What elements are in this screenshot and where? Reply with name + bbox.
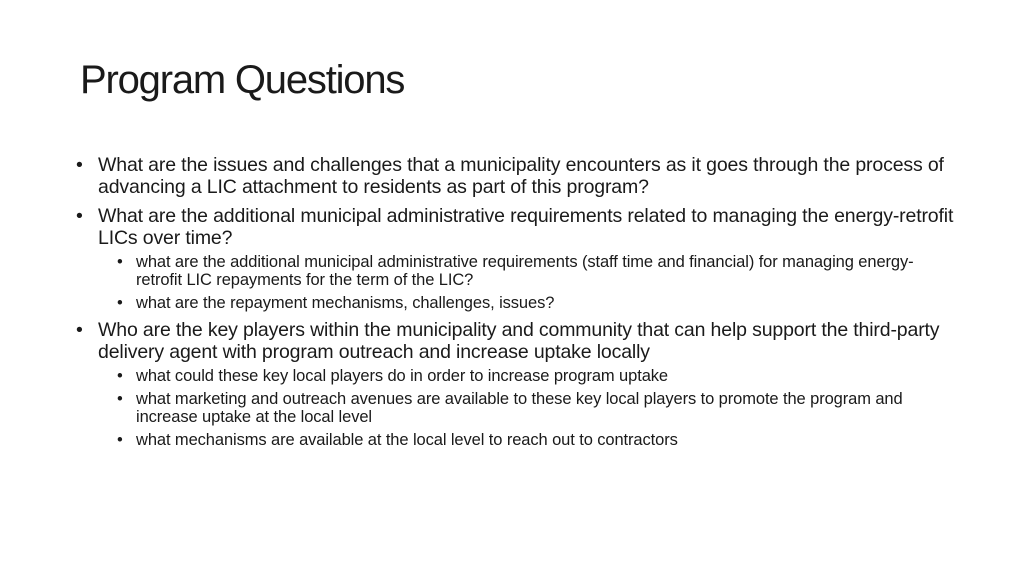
sub-bullet-icon: • <box>117 431 123 449</box>
bullet-icon: • <box>76 319 83 341</box>
sub-bullet-item <box>98 253 956 289</box>
slide-title: Program Questions <box>80 58 405 102</box>
bullet-text: What are the issues and challenges that a municipality encounters as it goes through the process of advancing a LIC attachment to residents as part of this program? <box>98 154 944 198</box>
sub-bullet-icon: • <box>117 367 123 385</box>
sub-bullet-icon: • <box>117 294 123 312</box>
bullet-item <box>76 154 956 198</box>
sub-bullet-item <box>98 367 956 385</box>
sub-bullet-text: what are the repayment mechanisms, challenges, issues? <box>136 294 555 312</box>
sub-bullet-text: what could these key local players do in order to increase program uptake <box>136 367 668 385</box>
bullet-icon: • <box>76 154 83 176</box>
bullet-list <box>76 154 956 456</box>
sub-bullet-item <box>98 431 956 449</box>
sub-bullet-text: what mechanisms are available at the local level to reach out to contractors <box>136 431 678 449</box>
sub-bullet-item <box>98 294 956 312</box>
bullet-text: Who are the key players within the municipality and community that can help support the third-party delivery agent with program outreach and increase uptake locally <box>98 319 940 363</box>
bullet-item <box>76 319 956 449</box>
bullet-icon: • <box>76 205 83 227</box>
sub-bullet-item <box>98 390 956 426</box>
sub-bullet-list <box>98 367 956 449</box>
bullet-item <box>76 205 956 312</box>
bullet-text: What are the additional municipal administrative requirements related to managing the energy-retrofit LICs over time? <box>98 205 954 249</box>
sub-bullet-icon: • <box>117 253 123 271</box>
sub-bullet-text: what are the additional municipal administrative requirements (staff time and financial) for managing energy-retrofit LIC repayments for the term of the LIC? <box>136 253 914 289</box>
sub-bullet-icon: • <box>117 390 123 408</box>
sub-bullet-text: what marketing and outreach avenues are available to these key local players to promote the program and increase uptake at the local level <box>136 390 903 426</box>
sub-bullet-list <box>98 253 956 312</box>
